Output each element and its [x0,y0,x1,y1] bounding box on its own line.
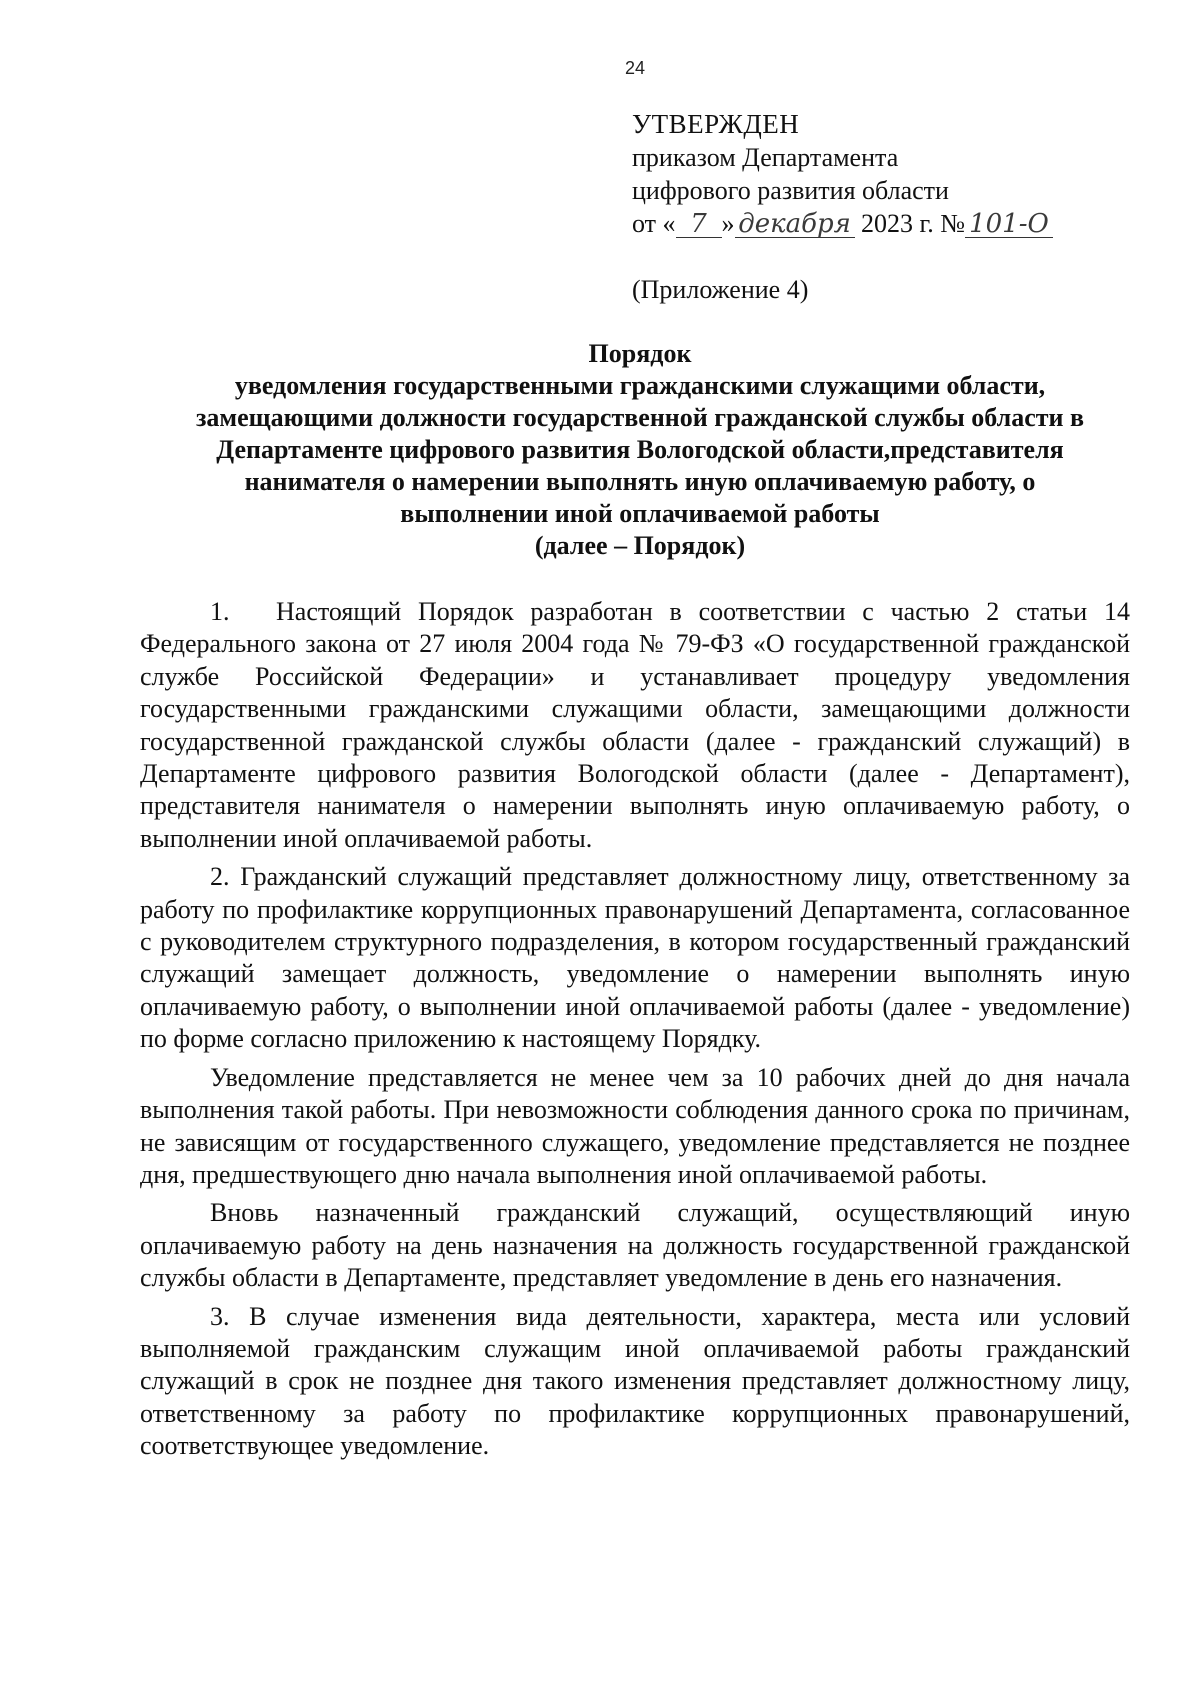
paragraph-number: 1. [210,597,230,626]
date-prefix: от « [632,209,676,238]
paragraph-text: Настоящий Порядок разработан в соответствии с частью 2 статьи 14 Федерального закона от 27 июля 2004 года № 79-ФЗ «О государственной гражданской службе Российской Федерации» и устанавливает процедуру уведомления государственными гражданскими служащими области, замещающими должности государственной гражданской службы области (далее - гражданский служащий) в Департаменте цифрового развития Вологодской области (далее - Департамент), представителя нанимателя о намерении выполнять иную оплачиваемую работу, о выполнении иной оплачиваемой работы. [140,597,1130,853]
approval-line-department: цифрового развития области [632,176,949,205]
date-day-close: » [721,209,735,238]
paragraph-1 [140,596,1130,855]
appendix-note: (Приложение 4) [632,275,809,304]
handwritten-order-number: 101-О [965,211,1053,238]
title-line: уведомления государственными гражданскими служащими области, [234,371,1046,400]
paragraph-2: 2. Гражданский служащий представляет должностному лицу, ответственному за работу по профилактике коррупционных правонарушений Департамента, согласованное с руководителем структурного подразделения, в котором государственный гражданский служащий замещает должность, уведомление о намерении выполнять иную оплачиваемую работу, о выполнении иной оплачиваемой работы (далее - уведомление) по форме согласно приложению к настоящему Порядку. [140,862,1130,1054]
title-line: (далее – Порядок) [534,531,746,560]
handwritten-month: декабря [735,211,855,238]
paragraph-4: Вновь назначенный гражданский служащий, осуществляющий иную оплачиваемую работу на день назначения на должность государственной гражданской службы области в Департаменте, представляет уведомление в день его назначения. [140,1198,1130,1293]
paragraph-5: 3. В случае изменения вида деятельности, характера, места или условий выполняемой гражданским служащим иной оплачиваемой работы гражданский служащий в срок не позднее дня такого изменения представляет должностному лицу, ответственному за работу по профилактике коррупционных правонарушений, соответствующее уведомление. [140,1301,1130,1461]
document-title [150,338,1130,562]
document-body [140,596,1130,1463]
title-line: Порядок [588,339,692,368]
page-number: 24 [624,58,646,78]
approval-stamp: УТВЕРЖДЕН [632,109,800,139]
paragraph-3: Уведомление представляется не менее чем за 10 рабочих дней до дня начала выполнения такой работы. При невозможности соблюдения данного срока по причинам, не зависящим от государственного служащего, уведомление представляется не позднее дня, предшествующего дню начала выполнения иной оплачиваемой работы. [140,1062,1130,1189]
title-line: нанимателя о намерении выполнять иную оплачиваемую работу, о [244,467,1036,496]
approval-block [632,108,1152,240]
approval-line-order: приказом Департамента [632,143,899,172]
title-line: выполнении иной оплачиваемой работы [400,499,880,528]
date-year: 2023 г. № [861,209,966,238]
handwritten-day: 7 [676,211,722,238]
approval-date-line [632,207,1152,240]
title-line: Департаменте цифрового развития Вологодской области,представителя [216,435,1064,464]
title-line: замещающими должности государственной гражданской службы области в [195,403,1085,432]
